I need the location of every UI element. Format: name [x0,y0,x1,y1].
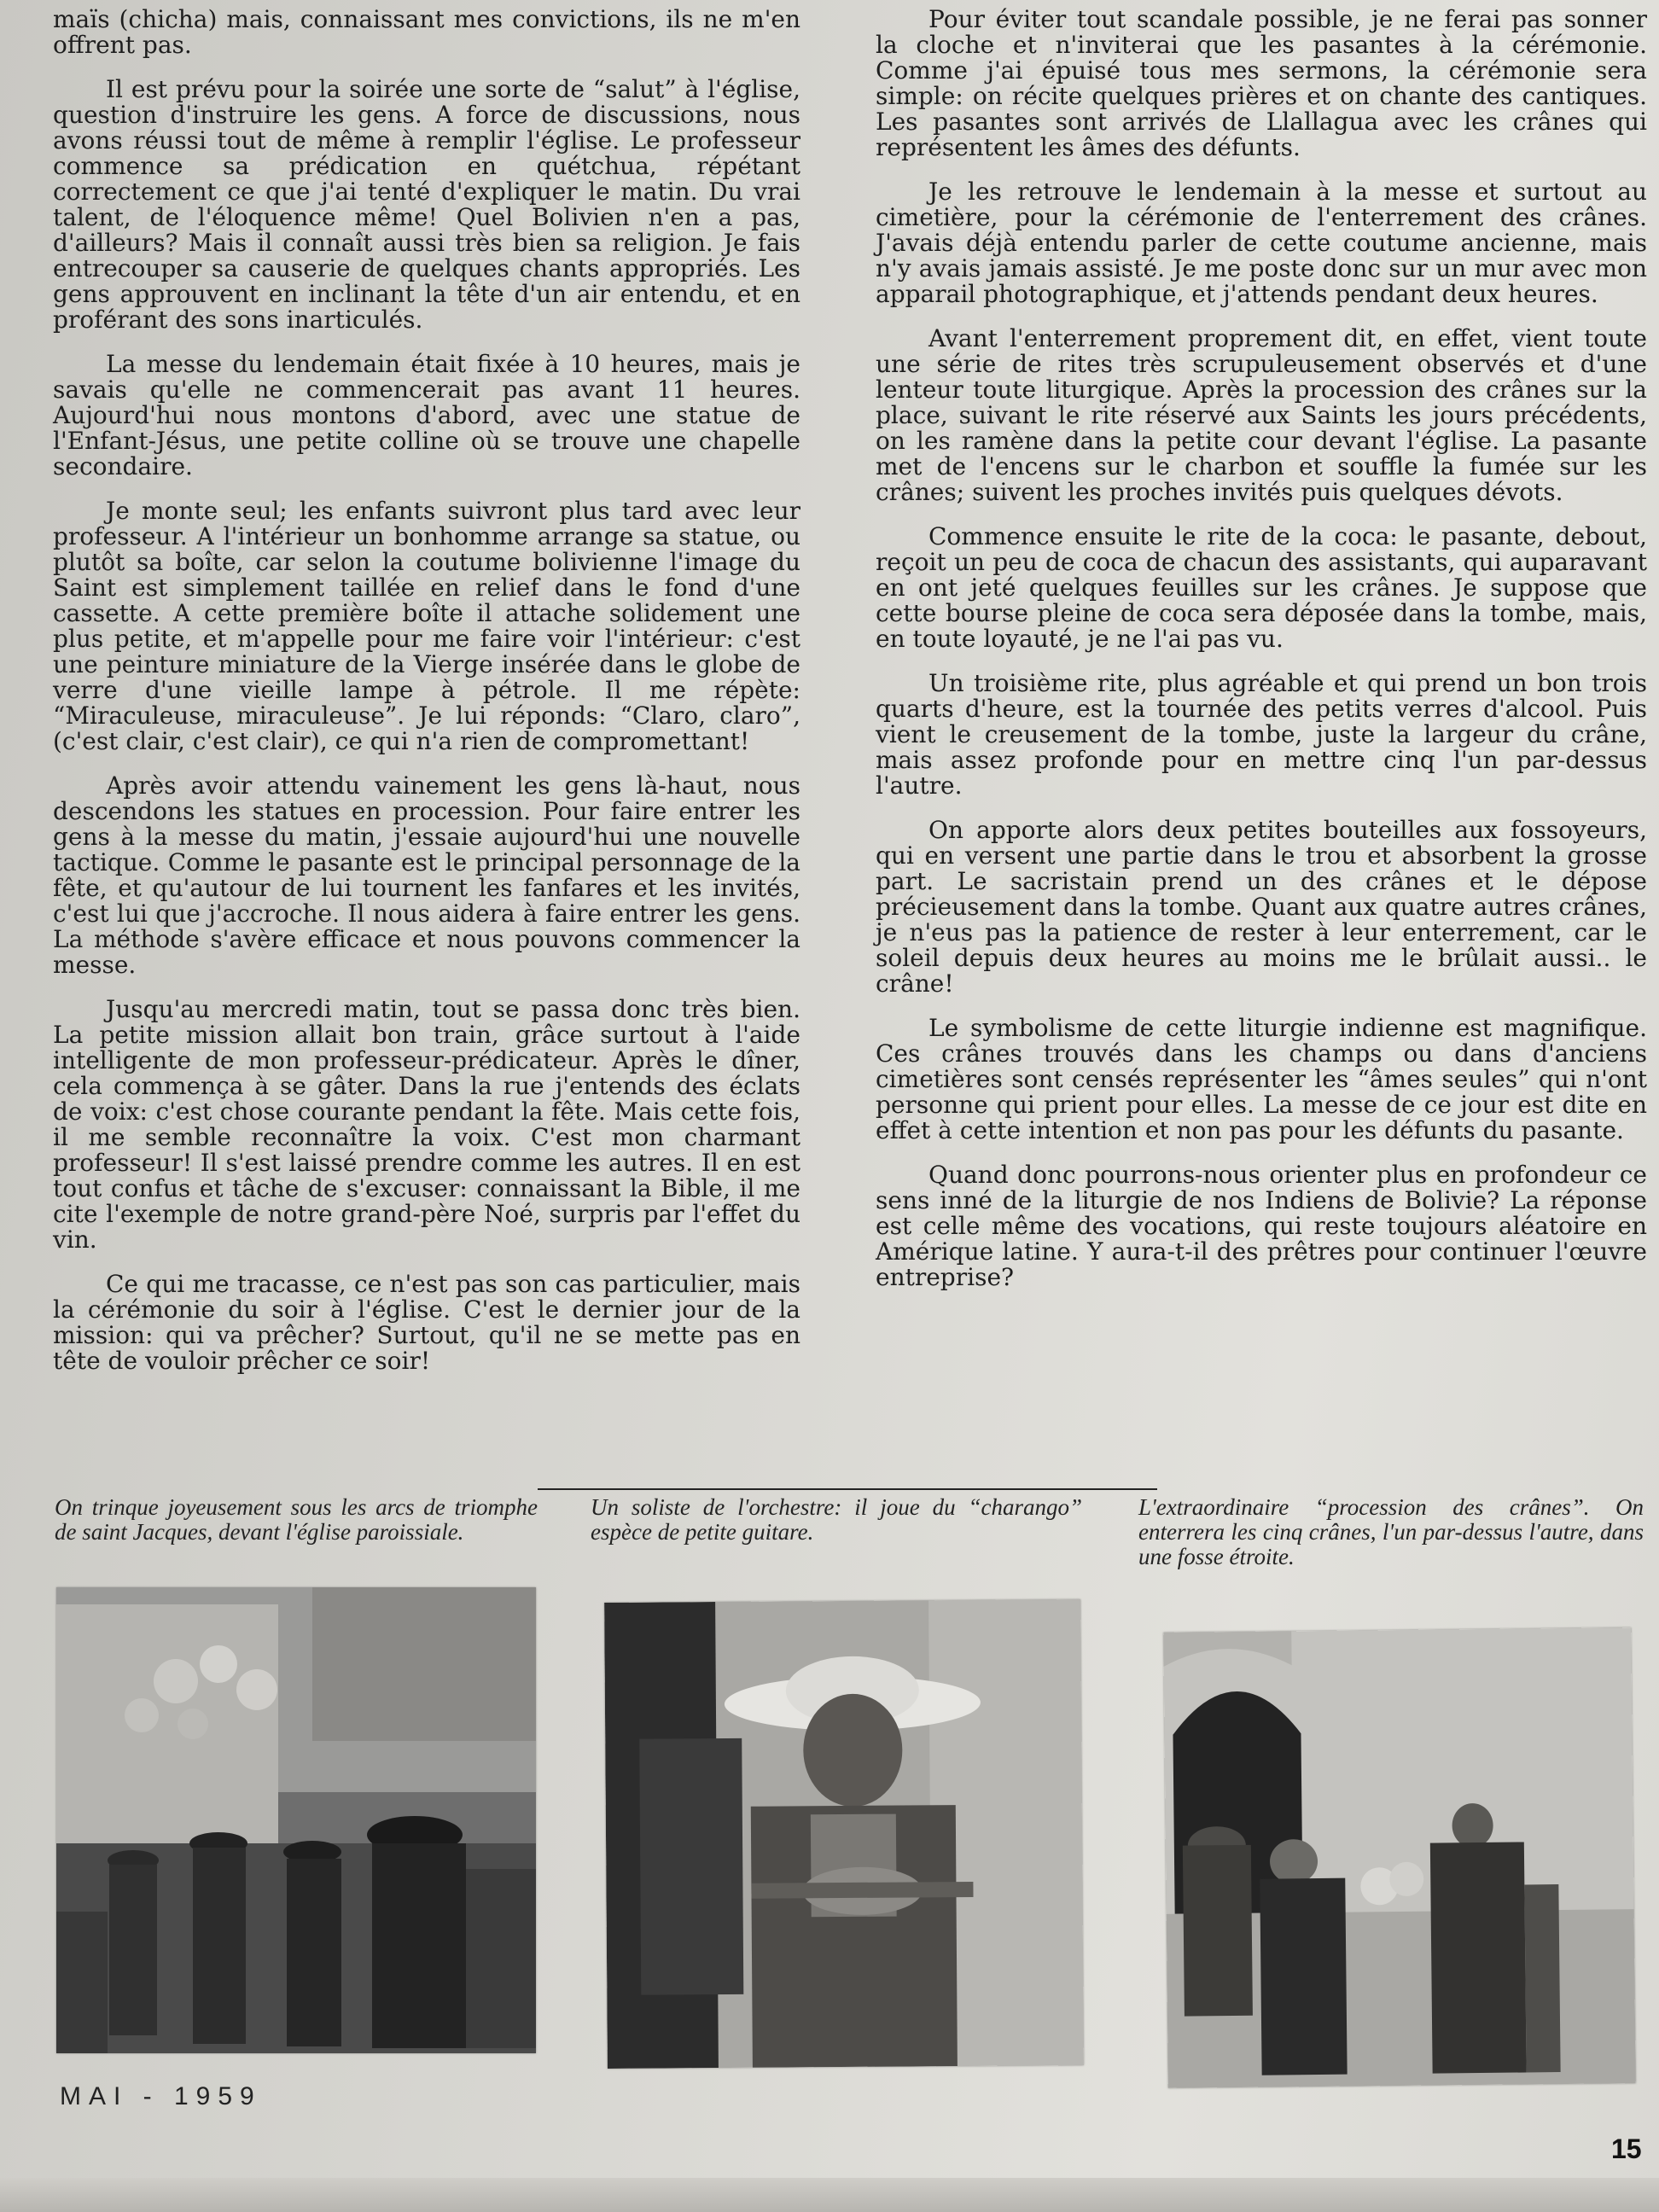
photo-caption-2: Un soliste de l'orchestre: il joue du “charango” espèce de petite guitare. [591,1494,1082,1545]
article-paragraph: Le symbolisme de cette liturgie indienne est magnifique. Ces crânes trouvés dans les champs ou dans d'anciens cimetières sont censés représenter les “âmes seules” qui n'ont personne qui prient pour elles. La messe de ce jour est dite en effet à cette intention et non pas pour les défunts du pasante. [876,1014,1647,1144]
article-left-column [53,7,800,1393]
issue-date: MAI - 1959 [60,2082,262,2110]
article-paragraph: Pour éviter tout scandale possible, je ne ferai pas sonner la cloche et n'inviterai que les pasantes à la cérémonie. Comme j'ai épuisé tous mes sermons, la cérémonie sera simple: on récite quelques prières et on chante des cantiques. Les pasantes sont arrivés de Llallagua avec les crânes qui représentent les âmes des défunts. [876,5,1647,161]
article-paragraph: La messe du lendemain était fixée à 10 heures, mais je savais qu'elle ne commencerait pas avant 11 heures. Aujourd'hui nous montons d'abord, avec une statue de l'Enfant-Jésus, une petite colline où se trouve une chapelle secondaire. [53,350,800,480]
article-paragraph: Il est prévu pour la soirée une sorte de “salut” à l'église, question d'instruire les gens. A force de discussions, nous avons réussi tout de même à remplir l'église. Le professeur commence sa prédication en quétchua, répétant correctement ce que j'ai tenté d'expliquer le matin. Du vrai talent, de l'éloquence même! Quel Bolivien n'en a pas, d'ailleurs? Mais il connaît aussi très bien sa religion. Je fais entrecouper sa causerie de quelques chants appropriés. Les gens approuvent en inclinant la tête d'un air entendu, et en proférant des sons inarticulés. [53,75,800,334]
article-paragraph: Jusqu'au mercredi matin, tout se passa donc très bien. La petite mission allait bon train, grâce surtout à l'aide intelligente de mon professeur-prédicateur. Après le dîner, cela commença à se gâter. Dans la rue j'entends des éclats de voix: c'est chose courante pendant la fête. Mais cette fois, il me semble reconnaître la voix. C'est mon charmant professeur! Il s'est laissé prendre comme les autres. Il en est tout confus et tâche de s'excuser: connaissant la Bible, il me cite l'exemple de notre grand-père Noé, surpris par l'effet du vin. [53,995,800,1254]
article-right-column [876,7,1647,1309]
page-number: 15 [1611,2133,1642,2164]
photo-crowd-arches [56,1587,536,2053]
article-paragraph: Quand donc pourrons-nous orienter plus en profondeur ce sens inné de la liturgie de nos Indiens de Bolivie? La réponse est celle même des vocations, qui reste toujours aléatoire en Amérique latine. Y aura-t-il des prêtres pour continuer l'œuvre entreprise? [876,1161,1647,1291]
photo-charango-player [604,1599,1084,2069]
article-paragraph: Je les retrouve le lendemain à la messe et surtout au cimetière, pour la cérémonie de l'enterrement des crânes. J'avais déjà entendu parler de cette coutume ancienne, mais n'y avais jamais assisté. Je me poste donc sur un mur avec mon apparail photographique, et j'attends pendant deux heures. [876,178,1647,308]
photo-caption-1: On trinque joyeusement sous les arcs de triomphe de saint Jacques, devant l'église paroissiale. [55,1494,538,1545]
article-paragraph: Un troisième rite, plus agréable et qui prend un bon trois quarts d'heure, est la tournée des petits verres d'alcool. Puis vient le creusement de la tombe, juste la largeur du crâne, mais assez profonde pour en mettre cinq l'un par-dessus l'autre. [876,669,1647,800]
article-paragraph: Ce qui me tracasse, ce n'est pas son cas particulier, mais la cérémonie du soir à l'église. C'est le dernier jour de la mission: qui va prêcher? Surtout, qu'il ne se mette pas en tête de vouloir prêcher ce soir! [53,1270,800,1375]
article-paragraph: maïs (chicha) mais, connaissant mes convictions, ils ne m'en offrent pas. [53,5,800,59]
photo-caption-3: L'extraordinaire “procession des crânes”. On enterrera les cinq crânes, l'un par-dessus l'autre, dans une fosse étroite. [1138,1494,1644,1569]
article-paragraph: Commence ensuite le rite de la coca: le pasante, debout, reçoit un peu de coca de chacun des assistants, qui auparavant en ont jeté quelques feuilles sur les crânes. Je suppose que cette bourse pleine de coca sera déposée dans la tombe, mais, en toute loyauté, je ne l'ai pas vu. [876,522,1647,653]
article-paragraph: On apporte alors deux petites bouteilles aux fossoyeurs, qui en versent une partie dans le trou et absorbent la grosse part. Le sacristain prend un des crânes et le dépose précieusement dans la tombe. Quant aux quatre autres crânes, je n'eus pas la patience de rester à leur enterrement, car le soleil depuis deux heures au moins me le brûlait aussi.. le crâne! [876,816,1647,998]
section-divider [538,1488,1157,1490]
article-paragraph: Je monte seul; les enfants suivront plus tard avec leur professeur. A l'intérieur un bonhomme arrange sa statue, ou plutôt sa boîte, car selon la coutume bolivienne l'image du Saint est simplement taillée en relief dans le fond d'une cassette. A cette première boîte il attache solidement une plus petite, et m'appelle pour me faire voir l'intérieur: c'est une peinture miniature de la Vierge insérée dans le globe de verre d'une vieille lampe à pétrole. Il me répète: “Miraculeuse, miraculeuse”. Je lui réponds: “Claro, claro”, (c'est clair, c'est clair), ce qui n'a rien de compromettant! [53,497,800,755]
page-bottom-edge [0,2178,1659,2212]
article-paragraph: Après avoir attendu vainement les gens là-haut, nous descendons les statues en procession. Pour faire entrer les gens à la messe du matin, j'essaie aujourd'hui une nouvelle tactique. Comme le pasante est le principal personnage de la fête, et qu'autour de lui tournent les fanfares et les invités, c'est lui que j'accroche. Il nous aidera à faire entrer les gens. La méthode s'avère efficace et nous pouvons commencer la messe. [53,771,800,979]
photo-skull-procession [1163,1627,1636,2088]
article-paragraph: Avant l'enterrement proprement dit, en effet, vient toute une série de rites très scrupuleusement observés et d'une lenteur toute liturgique. Après la procession des crânes sur la place, suivant le rite réservé aux Saints les jours précédents, on les ramène dans la petite cour devant l'église. La pasante met de l'encens sur le charbon et souffle la fumée sur les crânes; suivent les proches invités puis quelques dévots. [876,324,1647,506]
